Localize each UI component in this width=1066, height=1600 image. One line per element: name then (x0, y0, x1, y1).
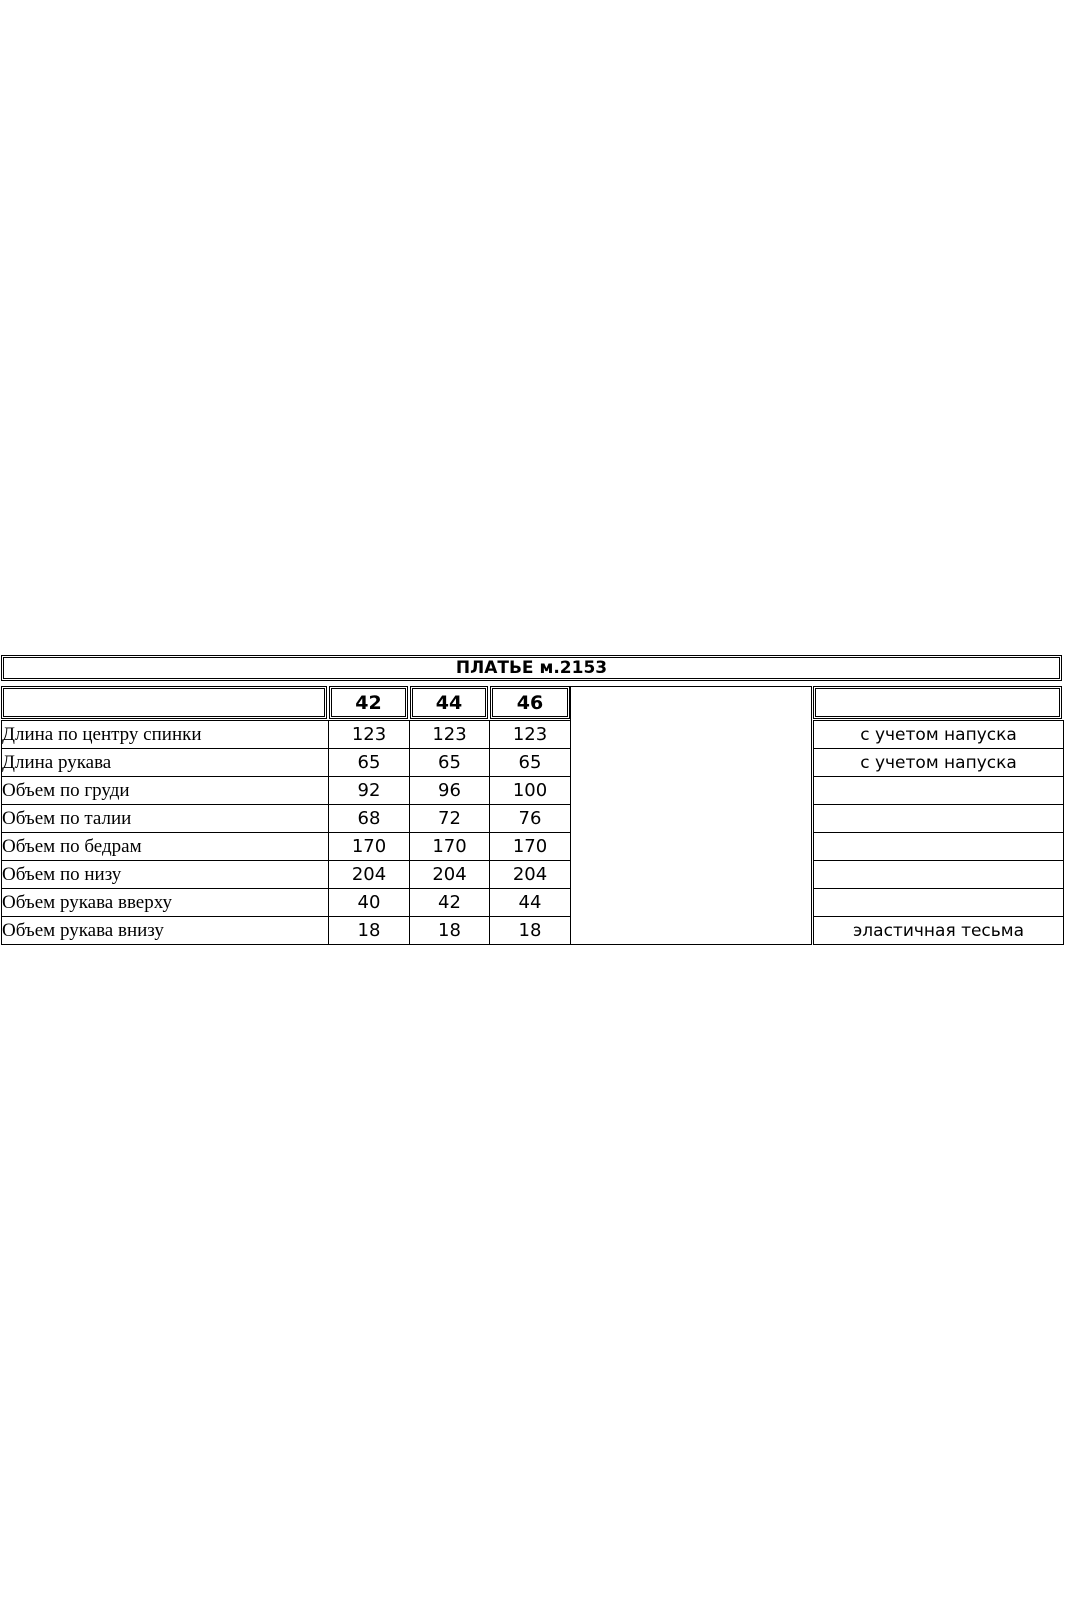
value-44: 170 (410, 833, 490, 861)
table-row (2, 861, 1064, 889)
blank-cell (571, 777, 814, 805)
size-header-44: 44 (410, 686, 488, 719)
row-note (814, 805, 1064, 833)
row-note: с учетом напуска (814, 749, 1064, 777)
value-46: 170 (490, 833, 571, 861)
blank-cell (571, 721, 814, 749)
value-44: 96 (410, 777, 490, 805)
table-row (2, 777, 1064, 805)
value-42: 68 (329, 805, 410, 833)
blank-cell (571, 805, 814, 833)
value-46: 100 (490, 777, 571, 805)
blank-cell (571, 889, 814, 917)
measurements-table (1, 720, 1064, 945)
table-row (2, 805, 1064, 833)
value-46: 18 (490, 917, 571, 945)
value-44: 18 (410, 917, 490, 945)
row-label: Объем по талии (2, 805, 329, 833)
row-label: Объем рукава внизу (2, 917, 329, 945)
table-row (2, 721, 1064, 749)
table-row (2, 749, 1064, 777)
row-note (814, 889, 1064, 917)
value-42: 123 (329, 721, 410, 749)
size-header-42: 42 (329, 686, 408, 719)
value-46: 44 (490, 889, 571, 917)
value-44: 72 (410, 805, 490, 833)
value-44: 65 (410, 749, 490, 777)
header-notes-cell (813, 686, 1062, 719)
row-label: Объем рукава вверху (2, 889, 329, 917)
value-46: 76 (490, 805, 571, 833)
row-label: Длина по центру спинки (2, 721, 329, 749)
blank-cell (571, 749, 814, 777)
size-header-46: 46 (490, 686, 570, 719)
table-title: ПЛАТЬЕ м.2153 (1, 655, 1062, 681)
value-44: 204 (410, 861, 490, 889)
blank-cell (571, 917, 814, 945)
header-empty-cell (1, 686, 327, 719)
value-42: 204 (329, 861, 410, 889)
value-42: 65 (329, 749, 410, 777)
value-42: 18 (329, 917, 410, 945)
value-42: 170 (329, 833, 410, 861)
row-note (814, 777, 1064, 805)
row-note (814, 833, 1064, 861)
row-label: Объем по груди (2, 777, 329, 805)
value-46: 123 (490, 721, 571, 749)
value-44: 123 (410, 721, 490, 749)
value-46: 204 (490, 861, 571, 889)
row-label: Объем по низу (2, 861, 329, 889)
row-note: с учетом напуска (814, 721, 1064, 749)
value-42: 92 (329, 777, 410, 805)
row-label: Объем по бедрам (2, 833, 329, 861)
blank-cell (571, 833, 814, 861)
value-46: 65 (490, 749, 571, 777)
row-label: Длина рукава (2, 749, 329, 777)
table-row (2, 917, 1064, 945)
row-note (814, 861, 1064, 889)
blank-cell (571, 861, 814, 889)
value-42: 40 (329, 889, 410, 917)
row-note: эластичная тесьма (814, 917, 1064, 945)
table-row (2, 833, 1064, 861)
value-44: 42 (410, 889, 490, 917)
table-row (2, 889, 1064, 917)
